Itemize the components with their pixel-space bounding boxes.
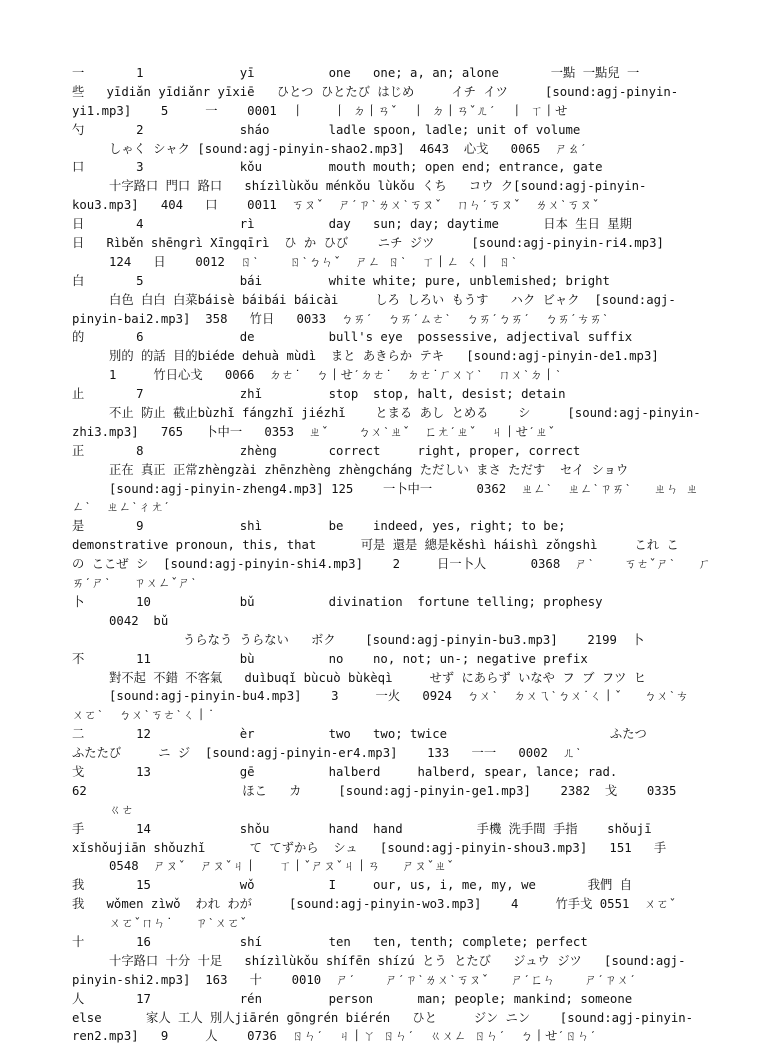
entry-line: kou3.mp3] 404 口 0011 ㄎㄡˇ ㄕˊㄗˋㄌㄨˋㄎㄡˇ ㄇㄣˊㄎㄡˇ ㄌㄨˋㄎㄡˇ <box>72 198 600 213</box>
entry-11 <box>72 650 712 726</box>
dictionary-page <box>72 64 712 1046</box>
entry-line: 對不起 不錯 不客氣 duìbuqǐ bùcuò bùkèqì せず にあらず いなや フ ブ フツ ヒ <box>72 670 647 685</box>
entry-line: else 家人 工人 別人jiārén gōngrén biérén ひと ジン ニン [sound:agj-pinyin- <box>72 1010 694 1025</box>
entry-line: 十字路口 門口 路口 shízìlùkǒu ménkǒu lùkǒu くち コウ ク[sound:agj-pinyin- <box>72 179 647 194</box>
entry-17 <box>72 990 712 1046</box>
entry-line: しゃく シャク [sound:agj-pinyin-shao2.mp3] 4643 心戈 0065 ㄕㄠˊ <box>72 141 588 156</box>
entry-line: 不止 防止 截止bùzhǐ fángzhǐ jiézhǐ とまる あし とめる シ [sound:agj-pinyin- <box>72 406 701 421</box>
entry-line: 十字路口 十分 十足 shízìlùkǒu shífēn shízú とう とたび ジュウ ジツ [sound:agj- <box>72 953 686 968</box>
entry-14 <box>72 820 712 877</box>
entry-line: 日 Rìběn shēngrì Xīngqīrì ひ か ひび ニチ ジツ [sound:agj-pinyin-ri4.mp3] <box>72 236 664 251</box>
entry-line: 0548 ㄕㄡˇ ㄕㄡˇㄐ丨 ㄒ丨ˇㄕㄡˇㄐ丨ㄢ ㄕㄡˇㄓˇ <box>72 859 454 874</box>
entry-1 <box>72 64 712 121</box>
entry-line: 勺 2 sháo ladle spoon, ladle; unit of volume <box>72 122 581 137</box>
entry-13 <box>72 763 712 820</box>
entry-7 <box>72 385 712 442</box>
entry-line: zhi3.mp3] 765 卜中一 0353 ㄓˇ ㄅㄨˋㄓˇ ㄈㄤˊㄓˇ ㄐ丨せˊㄓˇ <box>72 424 556 439</box>
entry-line: ㄨㄛˋ ㄅㄨˋㄎㄜˋㄑ丨˙ <box>72 708 215 723</box>
entry-line: 是 9 shì be indeed, yes, right; to be; <box>72 519 566 534</box>
entry-line: 十 16 shí ten ten, tenth; complete; perfect <box>72 934 588 949</box>
entry-2 <box>72 121 712 159</box>
entry-line: 別的 的話 目的biéde dehuà mùdì まと あきらか テキ [sound:agj-pinyin-de1.mp3] <box>72 349 659 364</box>
entry-line: 一 1 yī one one; a, an; alone 一點 一點兒 一 <box>72 66 640 80</box>
entry-line: 1 竹日心戈 0066 ㄉㄜ˙ ㄅ丨せˊㄉㄜ˙ ㄉㄜ˙ㄏㄨㄚˋ ㄇㄨˋㄉ丨ˋ <box>72 368 563 383</box>
entry-line: 戈 13 gē halberd halberd, spear, lance; rad. <box>72 764 618 779</box>
entry-line: 止 7 zhǐ stop stop, halt, desist; detain <box>72 387 566 402</box>
entry-line: 的 6 de bull's eye possessive, adjectival suffix <box>72 330 633 345</box>
entry-3 <box>72 158 712 215</box>
entry-line: 二 12 èr two two; twice ふたつ <box>72 727 647 742</box>
entry-line: 手 14 shǒu hand hand 手機 洗手間 手指 shǒujī <box>72 821 652 836</box>
entry-line: [sound:agj-pinyin-bu4.mp3] 3 一火 0924 ㄅㄨˋ ㄉㄨㄟˋㄅㄨ˙ㄑ丨ˇ ㄅㄨˋㄘ <box>72 689 689 704</box>
entry-line: 白 5 bái white white; pure, unblemished; bright <box>72 273 610 288</box>
entry-line: 日 4 rì day sun; day; daytime 日本 生日 星期 <box>72 217 632 232</box>
entry-line: ㄞˊㄕˋ ㄗㄨㄥˇㄕˋ <box>72 576 198 591</box>
entry-line: 正在 真正 正常zhèngzài zhēnzhèng zhèngcháng ただしい まさ ただす セイ ショウ <box>72 462 629 477</box>
entry-line: xǐshǒujiān shǒuzhǐ て てずから シュ [sound:agj-pinyin-shou3.mp3] 151 手 <box>72 840 667 855</box>
entry-line: ㄍㄜ <box>72 802 134 817</box>
entry-12 <box>72 725 712 763</box>
entry-4 <box>72 215 712 272</box>
entry-line: 口 3 kǒu mouth mouth; open end; entrance, gate <box>72 160 603 175</box>
entry-line: 正 8 zhèng correct right, proper, correct <box>72 443 581 458</box>
entry-8 <box>72 442 712 518</box>
entry-line: 不 11 bù no no, not; un-; negative prefix <box>72 651 588 666</box>
entry-line: pinyin-bai2.mp3] 358 竹日 0033 ㄅㄞˊ ㄅㄞˊㄙㄜˋ ㄅㄞˊㄅㄞˊ ㄅㄞˊㄘㄞˋ <box>72 311 610 326</box>
entry-line: pinyin-shi2.mp3] 163 十 0010 ㄕˊ ㄕˊㄗˋㄌㄨˋㄎㄡˇ ㄕˊㄈㄣ ㄕˊㄗㄨˊ <box>72 972 637 987</box>
entry-line: 我 wǒmen zìwǒ われ わが [sound:agj-pinyin-wo3.mp3] 4 竹手戈 0551 ㄨㄛˇ <box>72 897 677 912</box>
entry-line: 些 yīdiǎn yīdiǎnr yīxiē ひとつ ひとたび はじめ イチ イツ [sound:agj-pinyin- <box>72 84 679 99</box>
entry-5 <box>72 272 712 329</box>
entry-line: 62 ほこ カ [sound:agj-pinyin-ge1.mp3] 2382 戈 0335 <box>72 783 677 798</box>
entry-line: ㄨㄛˇㄇㄣ˙ ㄗˋㄨㄛˇ <box>72 916 247 931</box>
entry-6 <box>72 328 712 385</box>
entry-line: yi1.mp3] 5 一 0001 丨 丨 ㄉ丨ㄢˇ 丨 ㄉ丨ㄢˇㄦˊ 丨 ㄒ丨せ <box>72 103 568 118</box>
entry-10 <box>72 593 712 650</box>
entry-line: 0042 bǔ <box>72 613 169 628</box>
entry-line: ふたたび ニ ジ [sound:agj-pinyin-er4.mp3] 133 一一 0002 ㄦˋ <box>72 746 583 761</box>
entry-line: 124 日 0012 ㄖˋ ㄖˋㄅㄣˇ ㄕㄥ ㄖˋ ㄒ丨ㄥ ㄑ丨 ㄖˋ <box>72 254 518 269</box>
entry-15 <box>72 876 712 933</box>
entry-line: の ここぜ シ [sound:agj-pinyin-shi4.mp3] 2 日一卜人 0368 ㄕˋ ㄎㄜˇㄕˋ ㄏ <box>72 557 711 572</box>
entry-line: うらなう うらない ボク [sound:agj-pinyin-bu3.mp3] 2199 卜 <box>72 632 645 647</box>
entry-line: [sound:agj-pinyin-zheng4.mp3] 125 一卜中一 0362 ㄓㄥˋ ㄓㄥˋㄗㄞˋ ㄓㄣ ㄓ <box>72 481 699 496</box>
entry-16 <box>72 933 712 990</box>
entry-line: 白色 白白 白菜báisè báibái báicài しろ しろい もうす ハク ビャク [sound:agj- <box>72 292 676 307</box>
entry-line: ㄥˋ ㄓㄥˋㄔㄤˊ <box>72 500 171 515</box>
entry-line: 卜 10 bǔ divination fortune telling; prophesy <box>72 594 603 609</box>
entry-line: 人 17 rén person man; people; mankind; someone <box>72 991 633 1006</box>
entry-9 <box>72 517 712 593</box>
entry-line: demonstrative pronoun, this, that 可是 還是 總是kěshì háishì zǒngshì これ こ <box>72 538 679 553</box>
entry-line: ren2.mp3] 9 人 0736 ㄖㄣˊ ㄐ丨ㄚ ㄖㄣˊ ㄍㄨㄥ ㄖㄣˊ ㄅ丨せˊㄖㄣˊ <box>72 1029 597 1044</box>
entry-line: 我 15 wǒ I our, us, i, me, my, we 我們 自 <box>72 878 633 893</box>
